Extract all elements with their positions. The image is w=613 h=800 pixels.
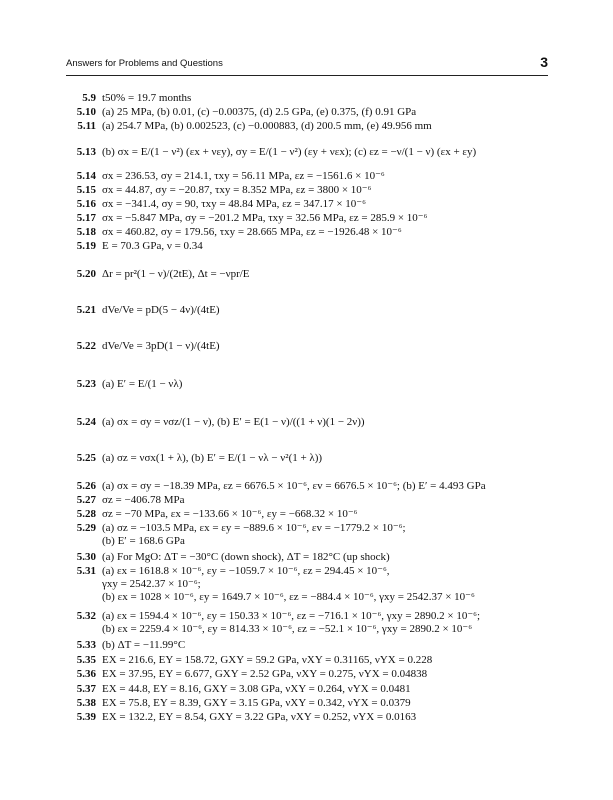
- answer-5-21: [66, 304, 556, 317]
- answer-text: σx = 236.53, σy = 214.1, τxy = 56.11 MPa, εz = −1561.6 × 10⁻⁶: [102, 170, 385, 182]
- answer-number: 5.14: [76, 170, 96, 182]
- answer-text: (a) E′ = E/(1 − νλ): [102, 378, 183, 390]
- answer-text: (a) εx = 1618.8 × 10⁻⁶, εy = −1059.7 × 10⁻⁶, εz = 294.45 × 10⁻⁶,: [102, 565, 390, 577]
- answer-5-25: [66, 452, 556, 465]
- answer-5-29: [66, 522, 556, 548]
- answer-number: 5.26: [76, 480, 96, 492]
- answer-text: σx = −341.4, σy = 90, τxy = 48.84 MPa, εz = 347.17 × 10⁻⁶: [102, 198, 366, 210]
- answer-continuation: (b) E′ = 168.6 GPa: [102, 535, 185, 547]
- answer-5-11: [66, 120, 556, 133]
- answer-text: (b) ΔT = −11.99°C: [102, 639, 186, 651]
- answer-number: 5.27: [76, 494, 96, 506]
- answer-5-23: [66, 378, 556, 391]
- answer-number: 5.25: [76, 452, 96, 464]
- answer-5-32: [66, 610, 556, 636]
- answer-5-36: [66, 668, 556, 681]
- answer-number: 5.19: [76, 240, 96, 252]
- answer-text: dVe/Ve = 3pD(1 − ν)/(4tE): [102, 340, 220, 352]
- answer-5-30: [66, 551, 556, 564]
- answer-5-37: [66, 683, 556, 696]
- answer-5-33: [66, 639, 556, 652]
- answer-number: 5.30: [76, 551, 96, 563]
- answer-number: 5.38: [76, 697, 96, 709]
- answer-text: σx = 460.82, σy = 179.56, τxy = 28.665 MPa, εz = −1926.48 × 10⁻⁶: [102, 226, 402, 238]
- answer-5-10: [66, 106, 556, 119]
- answer-5-24: [66, 416, 556, 429]
- answer-5-28: [66, 508, 556, 521]
- answer-text: (a) 25 MPa, (b) 0.01, (c) −0.00375, (d) 2.5 GPa, (e) 0.375, (f) 0.91 GPa: [102, 106, 417, 118]
- answer-text: t50% = 19.7 months: [102, 92, 192, 104]
- answer-continuation: γxy = 2542.37 × 10⁻⁶;: [102, 578, 201, 590]
- answer-5-16: [66, 198, 556, 211]
- answer-number: 5.29: [76, 522, 96, 534]
- answer-number: 5.23: [76, 378, 96, 390]
- answer-text: (a) σz = −103.5 MPa, εx = εy = −889.6 × 10⁻⁶, εv = −1779.2 × 10⁻⁶;: [102, 522, 406, 534]
- answer-text: Δr = pr²(1 − ν)/(2tE), Δt = −νpr/E: [102, 268, 250, 280]
- answer-5-13: [66, 146, 556, 159]
- page-header: [66, 54, 548, 74]
- answer-text: σx = −5.847 MPa, σy = −201.2 MPa, τxy = 32.56 MPa, εz = 285.9 × 10⁻⁶: [102, 212, 428, 224]
- answer-text: EX = 37.95, EY = 6.677, GXY = 2.52 GPa, νXY = 0.275, νYX = 0.04838: [102, 668, 428, 680]
- answer-text: (a) εx = 1594.4 × 10⁻⁶, εy = 150.33 × 10⁻⁶, εz = −716.1 × 10⁻⁶, γxy = 2890.2 × 10⁻⁶;: [102, 610, 481, 622]
- running-title: Answers for Problems and Questions: [66, 58, 223, 69]
- answer-number: 5.15: [76, 184, 96, 196]
- answer-5-15: [66, 184, 556, 197]
- header-rule: [66, 75, 548, 76]
- answer-5-20: [66, 268, 556, 281]
- answer-number: 5.39: [76, 711, 96, 723]
- answer-text: EX = 132.2, EY = 8.54, GXY = 3.22 GPa, νXY = 0.252, νYX = 0.0163: [102, 711, 417, 723]
- answer-number: 5.13: [76, 146, 96, 158]
- answer-5-31: [66, 565, 556, 604]
- answer-number: 5.11: [77, 120, 96, 132]
- answer-number: 5.16: [76, 198, 96, 210]
- answer-text: (a) σx = σy = νσz/(1 − ν), (b) E′ = E(1 − ν)/((1 + ν)(1 − 2ν)): [102, 416, 365, 428]
- answer-text: σz = −406.78 MPa: [102, 494, 185, 506]
- answer-5-26: [66, 480, 556, 493]
- answer-number: 5.35: [76, 654, 96, 666]
- answer-5-39: [66, 711, 556, 724]
- answer-number: 5.22: [76, 340, 96, 352]
- answer-text: dVe/Ve = pD(5 − 4ν)/(4tE): [102, 304, 220, 316]
- answer-5-38: [66, 697, 556, 710]
- answer-5-17: [66, 212, 556, 225]
- answer-text: σz = −70 MPa, εx = −133.66 × 10⁻⁶, εy = −668.32 × 10⁻⁶: [102, 508, 358, 520]
- answer-text: EX = 75.8, EY = 8.39, GXY = 3.15 GPa, νXY = 0.342, νYX = 0.0379: [102, 697, 411, 709]
- answer-number: 5.20: [76, 268, 96, 280]
- answer-text: EX = 216.6, EY = 158.72, GXY = 59.2 GPa, νXY = 0.31165, νYX = 0.228: [102, 654, 433, 666]
- answer-number: 5.17: [76, 212, 96, 224]
- answer-5-9: [66, 92, 556, 105]
- answer-number: 5.33: [76, 639, 96, 651]
- answer-5-14: [66, 170, 556, 183]
- answer-text: σx = 44.87, σy = −20.87, τxy = 8.352 MPa, εz = 3800 × 10⁻⁶: [102, 184, 372, 196]
- answer-text: (a) σz = νσx(1 + λ), (b) E′ = E/(1 − νλ − ν²(1 + λ)): [102, 452, 323, 464]
- answer-5-22: [66, 340, 556, 353]
- answer-text: (a) For MgO: ΔT = −30°C (down shock), ΔT = 182°C (up shock): [102, 551, 390, 563]
- answer-continuation: (b) εx = 1028 × 10⁻⁶, εy = 1649.7 × 10⁻⁶, εz = −884.4 × 10⁻⁶, γxy = 2542.37 × 10⁻⁶: [102, 591, 475, 603]
- answer-number: 5.10: [76, 106, 96, 118]
- answer-5-27: [66, 494, 556, 507]
- answer-number: 5.24: [76, 416, 96, 428]
- answer-number: 5.37: [76, 683, 96, 695]
- answer-number: 5.9: [82, 92, 96, 104]
- answer-text: (a) 254.7 MPa, (b) 0.002523, (c) −0.000883, (d) 200.5 mm, (e) 49.956 mm: [102, 120, 432, 132]
- answer-continuation: (b) εx = 2259.4 × 10⁻⁶, εy = 814.33 × 10⁻⁶, εz = −52.1 × 10⁻⁶, γxy = 2890.2 × 10⁻⁶: [102, 623, 473, 635]
- answer-text: (a) σx = σy = −18.39 MPa, εz = 6676.5 × 10⁻⁶, εv = 6676.5 × 10⁻⁶; (b) E′ = 4.493 GPa: [102, 480, 486, 492]
- answer-number: 5.31: [76, 565, 96, 577]
- answer-number: 5.36: [76, 668, 96, 680]
- answer-5-35: [66, 654, 556, 667]
- answer-text: E = 70.3 GPa, ν = 0.34: [102, 240, 203, 252]
- answer-5-19: [66, 240, 556, 253]
- answer-text: (b) σx = E/(1 − ν²) (εx + νεy), σy = E/(1 − ν²) (εy + νεx); (c) εz = −ν/(1 − ν) (εx + εy): [102, 146, 477, 158]
- page-number: 3: [540, 54, 548, 70]
- answer-number: 5.21: [76, 304, 96, 316]
- answer-text: EX = 44.8, EY = 8.16, GXY = 3.08 GPa, νXY = 0.264, νYX = 0.0481: [102, 683, 411, 695]
- answer-number: 5.18: [76, 226, 96, 238]
- answer-number: 5.28: [76, 508, 96, 520]
- answer-5-18: [66, 226, 556, 239]
- answer-number: 5.32: [76, 610, 96, 622]
